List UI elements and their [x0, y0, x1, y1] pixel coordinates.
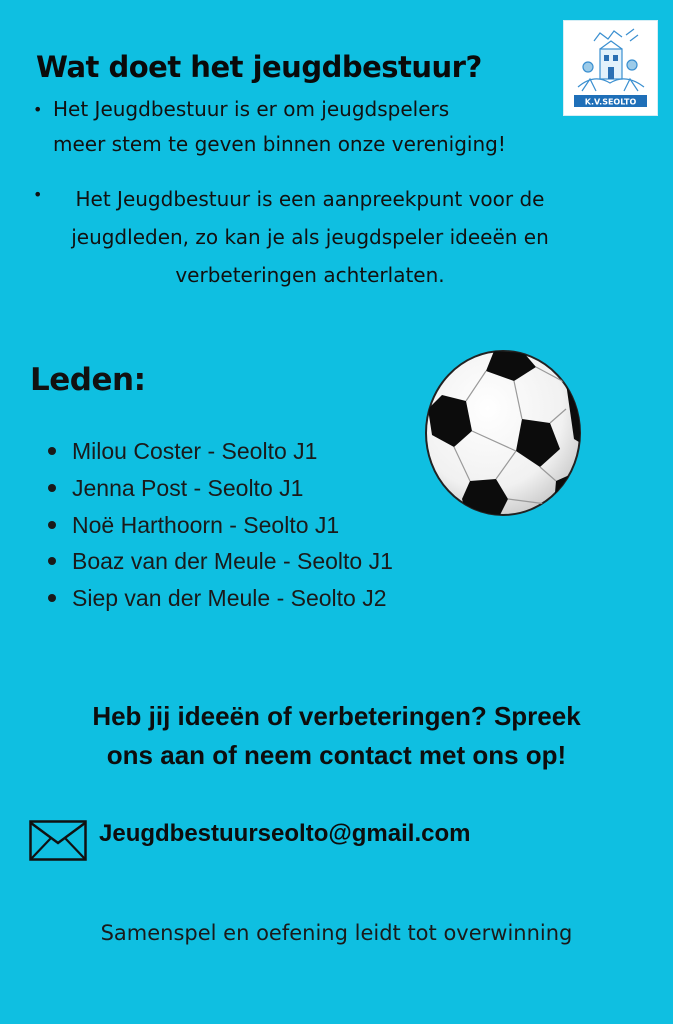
intro-bullet-1-line-1: Het Jeugdbestuur is er om jeugdspelers: [53, 97, 450, 121]
list-item: Siep van der Meule - Seolto J2: [48, 580, 393, 617]
club-logo: [563, 20, 658, 116]
intro-bullet-2: Het Jeugdbestuur is een aanpreekpunt voor de jeugdleden, zo kan je als jeugdspeler ideeën en verbeteringen achterlaten.: [71, 187, 549, 287]
footer-slogan: Samenspel en oefening leidt tot overwinning: [100, 921, 573, 945]
list-item: Jenna Post - Seolto J1: [48, 470, 393, 507]
soccer-ball-icon: [424, 349, 582, 517]
contact-email-link[interactable]: Jeugdbestuurseolto@gmail.com: [99, 820, 471, 847]
members-heading: Leden:: [30, 362, 146, 398]
call-to-action-line-2: ons aan of neem contact met ons op!: [106, 740, 567, 770]
list-item: Boaz van der Meule - Seolto J1: [48, 543, 393, 580]
logo-text: K.V.SEOLTO: [584, 97, 637, 107]
members-list: [48, 433, 393, 617]
call-to-action-line-1: Heb jij ideeën of verbeteringen? Spreek: [92, 701, 581, 731]
bullet-dot: •: [33, 185, 43, 204]
call-to-action: [0, 697, 673, 775]
bullet-dot: •: [33, 100, 43, 119]
intro-bullet-1-line-2: meer stem te geven binnen onze vereniging!: [53, 132, 506, 156]
envelope-icon: [29, 820, 87, 861]
list-item: Noë Harthoorn - Seolto J1: [48, 507, 393, 544]
list-item: Milou Coster - Seolto J1: [48, 433, 393, 470]
page-title: Wat doet het jeugdbestuur?: [36, 50, 482, 84]
